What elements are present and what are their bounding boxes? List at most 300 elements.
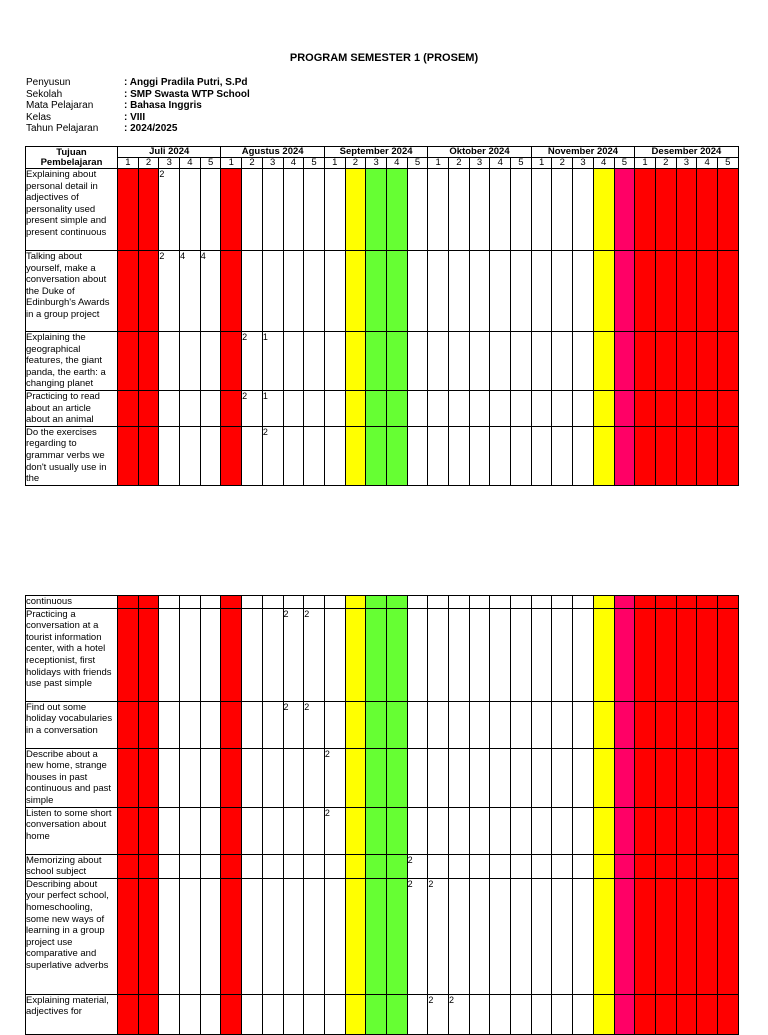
week-cell: [614, 169, 635, 251]
week-cell: [180, 596, 201, 609]
week-cell: [717, 854, 738, 878]
week-cell: [593, 251, 614, 332]
week-cell: [324, 596, 345, 609]
week-cell: [180, 807, 201, 854]
week-cell: [490, 251, 511, 332]
week-cell: [469, 994, 490, 1034]
week-cell: [469, 596, 490, 609]
week-cell: [614, 701, 635, 748]
week-cell: [614, 878, 635, 994]
table-row: [26, 878, 739, 994]
week-cell: [717, 426, 738, 485]
week-cell: [428, 701, 449, 748]
week-cell: [138, 426, 159, 485]
info-row-kelas: [26, 112, 250, 124]
week-cell: [717, 994, 738, 1034]
week-cell: [676, 748, 697, 807]
week-cell: [573, 251, 594, 332]
week-cell: [138, 608, 159, 701]
week-cell: [717, 608, 738, 701]
week-cell: [283, 807, 304, 854]
week-cell: [200, 608, 221, 701]
week-cell: [138, 251, 159, 332]
week-cell: [676, 596, 697, 609]
week-cell: [469, 701, 490, 748]
hours-value-cell: 4: [180, 251, 201, 332]
week-cell: [635, 854, 656, 878]
week-cell: [242, 854, 263, 878]
week-cell: [717, 878, 738, 994]
week-cell: [697, 390, 718, 426]
week-cell: [324, 878, 345, 994]
week-cell: [573, 332, 594, 391]
week-cell: [118, 994, 139, 1034]
week-cell: [283, 994, 304, 1034]
week-cell: [531, 807, 552, 854]
week-cell: [242, 426, 263, 485]
week-cell: [531, 854, 552, 878]
week-cell: [593, 748, 614, 807]
week-cell: [283, 251, 304, 332]
week-cell: [242, 596, 263, 609]
week-cell: [593, 596, 614, 609]
week-cell: [242, 994, 263, 1034]
week-cell: [655, 426, 676, 485]
header-week-number: 3: [676, 158, 697, 169]
hours-value-cell: 2: [159, 251, 180, 332]
week-cell: [676, 878, 697, 994]
hours-value-cell: 2: [407, 878, 428, 994]
week-cell: [324, 390, 345, 426]
week-cell: [159, 426, 180, 485]
week-cell: [200, 854, 221, 878]
week-cell: [676, 807, 697, 854]
week-cell: [386, 251, 407, 332]
week-cell: [511, 596, 532, 609]
hours-value-cell: 2: [242, 332, 263, 391]
week-cell: [655, 169, 676, 251]
week-cell: [304, 332, 325, 391]
week-cell: [159, 596, 180, 609]
table-row: [26, 596, 739, 609]
week-cell: [324, 251, 345, 332]
week-cell: [200, 701, 221, 748]
week-cell: [200, 748, 221, 807]
week-cell: [511, 390, 532, 426]
header-month: November 2024: [531, 147, 634, 158]
week-cell: [490, 169, 511, 251]
week-cell: [614, 807, 635, 854]
week-cell: [655, 596, 676, 609]
week-cell: [469, 169, 490, 251]
week-cell: [676, 854, 697, 878]
header-week-number: 5: [407, 158, 428, 169]
week-cell: [531, 390, 552, 426]
header-week-number: 3: [366, 158, 387, 169]
week-cell: [345, 390, 366, 426]
week-cell: [118, 251, 139, 332]
week-cell: [490, 426, 511, 485]
week-cell: [531, 994, 552, 1034]
header-week-number: 5: [304, 158, 325, 169]
week-cell: [324, 332, 345, 391]
week-cell: [552, 854, 573, 878]
week-cell: [573, 596, 594, 609]
week-cell: [159, 994, 180, 1034]
week-cell: [490, 596, 511, 609]
week-cell: [676, 608, 697, 701]
week-cell: [180, 854, 201, 878]
week-cell: [262, 807, 283, 854]
info-row-penyusun: [26, 77, 250, 89]
week-cell: [283, 332, 304, 391]
header-week-number: 4: [180, 158, 201, 169]
week-cell: [552, 878, 573, 994]
hours-value-cell: 2: [324, 748, 345, 807]
week-cell: [531, 878, 552, 994]
week-cell: [531, 608, 552, 701]
week-cell: [386, 854, 407, 878]
week-cell: [717, 251, 738, 332]
header-week-number: 4: [697, 158, 718, 169]
week-cell: [366, 426, 387, 485]
week-cell: [614, 994, 635, 1034]
learning-objective-cell: Practicing to read about an article about an animal: [26, 390, 118, 426]
week-cell: [221, 251, 242, 332]
week-cell: [138, 807, 159, 854]
week-cell: [366, 994, 387, 1034]
hours-value-cell: 2: [428, 994, 449, 1034]
week-cell: [345, 332, 366, 391]
week-cell: [386, 426, 407, 485]
week-cell: [407, 608, 428, 701]
week-cell: [262, 878, 283, 994]
hours-value-cell: 1: [262, 332, 283, 391]
week-cell: [428, 332, 449, 391]
week-cell: [386, 596, 407, 609]
week-cell: [345, 748, 366, 807]
week-cell: [366, 854, 387, 878]
week-cell: [469, 332, 490, 391]
week-cell: [655, 701, 676, 748]
week-cell: [635, 390, 656, 426]
week-cell: [304, 854, 325, 878]
week-cell: [593, 701, 614, 748]
week-cell: [159, 878, 180, 994]
week-cell: [138, 701, 159, 748]
week-cell: [262, 748, 283, 807]
week-cell: [283, 169, 304, 251]
week-cell: [428, 608, 449, 701]
week-cell: [490, 854, 511, 878]
learning-objective-cell: Explaining the geographical features, the giant panda, the earth: a changing planet: [26, 332, 118, 391]
week-cell: [676, 332, 697, 391]
info-value: : SMP Swasta WTP School: [124, 88, 250, 100]
document-info: [26, 77, 250, 135]
week-cell: [262, 608, 283, 701]
week-cell: [449, 390, 470, 426]
week-cell: [180, 426, 201, 485]
week-cell: [159, 854, 180, 878]
week-cell: [407, 332, 428, 391]
table-row: [26, 608, 739, 701]
header-month: September 2024: [324, 147, 427, 158]
learning-objective-cell: Describe about a new home, strange houses in past continuous and past simple: [26, 748, 118, 807]
week-cell: [407, 596, 428, 609]
week-cell: [283, 854, 304, 878]
week-cell: [262, 596, 283, 609]
week-cell: [697, 608, 718, 701]
week-cell: [717, 701, 738, 748]
hours-value-cell: 2: [242, 390, 263, 426]
hours-value-cell: 2: [304, 608, 325, 701]
table-row: [26, 807, 739, 854]
week-cell: [221, 701, 242, 748]
week-cell: [697, 748, 718, 807]
header-week-number: 5: [511, 158, 532, 169]
week-cell: [449, 748, 470, 807]
table-row: [26, 994, 739, 1034]
week-cell: [200, 169, 221, 251]
week-cell: [635, 994, 656, 1034]
week-cell: [428, 169, 449, 251]
week-cell: [242, 748, 263, 807]
week-cell: [428, 807, 449, 854]
week-cell: [676, 701, 697, 748]
week-cell: [242, 807, 263, 854]
week-cell: [593, 854, 614, 878]
week-cell: [366, 748, 387, 807]
week-cell: [717, 748, 738, 807]
week-cell: [242, 878, 263, 994]
week-cell: [159, 608, 180, 701]
week-cell: [366, 807, 387, 854]
week-cell: [221, 332, 242, 391]
header-week-number: 2: [242, 158, 263, 169]
header-month: Desember 2024: [635, 147, 738, 158]
week-cell: [324, 854, 345, 878]
week-cell: [635, 878, 656, 994]
week-cell: [490, 807, 511, 854]
week-cell: [262, 251, 283, 332]
week-cell: [697, 701, 718, 748]
week-cell: [118, 332, 139, 391]
week-cell: [449, 332, 470, 391]
table-row: [26, 390, 739, 426]
week-cell: [200, 807, 221, 854]
week-cell: [324, 994, 345, 1034]
week-cell: [552, 251, 573, 332]
week-cell: [531, 332, 552, 391]
table-row: [26, 169, 739, 251]
week-cell: [717, 332, 738, 391]
week-cell: [552, 332, 573, 391]
week-cell: [200, 994, 221, 1034]
week-cell: [655, 807, 676, 854]
week-cell: [697, 251, 718, 332]
week-cell: [449, 807, 470, 854]
week-cell: [221, 608, 242, 701]
week-cell: [469, 608, 490, 701]
week-cell: [449, 854, 470, 878]
week-cell: [717, 807, 738, 854]
week-cell: [511, 251, 532, 332]
week-cell: [490, 390, 511, 426]
week-cell: [614, 608, 635, 701]
week-cell: [676, 426, 697, 485]
week-cell: [573, 390, 594, 426]
week-cell: [118, 878, 139, 994]
week-cell: [531, 596, 552, 609]
week-cell: [221, 807, 242, 854]
week-cell: [386, 878, 407, 994]
week-cell: [118, 608, 139, 701]
week-cell: [511, 701, 532, 748]
header-week-number: 2: [449, 158, 470, 169]
week-cell: [118, 169, 139, 251]
week-cell: [573, 994, 594, 1034]
week-cell: [366, 251, 387, 332]
week-cell: [304, 251, 325, 332]
week-cell: [283, 390, 304, 426]
week-cell: [717, 390, 738, 426]
week-cell: [159, 701, 180, 748]
header-week-number: 4: [283, 158, 304, 169]
week-cell: [469, 748, 490, 807]
header-month: Juli 2024: [118, 147, 221, 158]
week-cell: [552, 807, 573, 854]
week-cell: [511, 608, 532, 701]
week-cell: [304, 748, 325, 807]
week-cell: [138, 994, 159, 1034]
week-cell: [593, 390, 614, 426]
week-cell: [614, 596, 635, 609]
week-cell: [283, 748, 304, 807]
week-cell: [407, 701, 428, 748]
week-cell: [345, 878, 366, 994]
info-row-tahun-pelajaran: [26, 123, 250, 135]
week-cell: [511, 994, 532, 1034]
hours-value-cell: 2: [324, 807, 345, 854]
week-cell: [180, 608, 201, 701]
learning-objective-cell: Talking about yourself, make a conversation about the Duke of Edinburgh's Awards in a group project: [26, 251, 118, 332]
week-cell: [386, 748, 407, 807]
week-cell: [635, 608, 656, 701]
week-cell: [635, 169, 656, 251]
info-value: : VIII: [124, 111, 146, 123]
week-cell: [304, 878, 325, 994]
week-cell: [655, 994, 676, 1034]
week-cell: [676, 251, 697, 332]
learning-objective-cell: Find out some holiday vocabularies in a conversation: [26, 701, 118, 748]
week-cell: [655, 251, 676, 332]
week-cell: [407, 251, 428, 332]
week-cell: [697, 169, 718, 251]
week-cell: [283, 596, 304, 609]
week-cell: [697, 332, 718, 391]
week-cell: [407, 994, 428, 1034]
header-week-number: 5: [200, 158, 221, 169]
week-cell: [511, 878, 532, 994]
week-cell: [531, 748, 552, 807]
header-week-number: 1: [635, 158, 656, 169]
header-week-number: 2: [345, 158, 366, 169]
week-cell: [573, 878, 594, 994]
week-cell: [221, 426, 242, 485]
table-row: [26, 251, 739, 332]
week-cell: [697, 426, 718, 485]
week-cell: [386, 390, 407, 426]
week-cell: [697, 878, 718, 994]
week-cell: [242, 608, 263, 701]
week-cell: [697, 807, 718, 854]
header-week-number: 1: [428, 158, 449, 169]
week-cell: [283, 878, 304, 994]
header-week-number: 4: [490, 158, 511, 169]
week-cell: [635, 251, 656, 332]
week-cell: [614, 748, 635, 807]
week-cell: [366, 390, 387, 426]
week-cell: [138, 332, 159, 391]
week-cell: [717, 596, 738, 609]
week-cell: [449, 701, 470, 748]
week-cell: [697, 596, 718, 609]
learning-objective-cell: Explaining material, adjectives for: [26, 994, 118, 1034]
week-cell: [676, 390, 697, 426]
week-cell: [262, 701, 283, 748]
week-cell: [180, 390, 201, 426]
week-cell: [490, 608, 511, 701]
week-cell: [593, 994, 614, 1034]
week-cell: [511, 332, 532, 391]
week-cell: [407, 426, 428, 485]
week-cell: [428, 748, 449, 807]
week-cell: [697, 994, 718, 1034]
header-week-number: 2: [138, 158, 159, 169]
learning-objective-cell: Listen to some short conversation about home: [26, 807, 118, 854]
learning-objective-cell: Describing about your perfect school, homeschooling, some new ways of learning in a group project use comparative and superlative adverbs: [26, 878, 118, 994]
week-cell: [552, 596, 573, 609]
week-cell: [366, 878, 387, 994]
week-cell: [511, 426, 532, 485]
week-cell: [324, 701, 345, 748]
week-cell: [221, 878, 242, 994]
week-cell: [366, 608, 387, 701]
week-cell: [573, 426, 594, 485]
week-cell: [593, 169, 614, 251]
hours-value-cell: 1: [262, 390, 283, 426]
week-cell: [407, 169, 428, 251]
header-week-number: 3: [159, 158, 180, 169]
learning-objective-cell: Practicing a conversation at a tourist information center, with a hotel receptionist, first holidays with friends use past simple: [26, 608, 118, 701]
week-cell: [138, 878, 159, 994]
week-cell: [118, 854, 139, 878]
week-cell: [345, 807, 366, 854]
header-week-number: 1: [324, 158, 345, 169]
learning-objective-cell: Memorizing about school subject: [26, 854, 118, 878]
week-cell: [221, 169, 242, 251]
week-cell: [428, 390, 449, 426]
week-cell: [655, 748, 676, 807]
week-cell: [593, 807, 614, 854]
hours-value-cell: 2: [304, 701, 325, 748]
week-cell: [366, 701, 387, 748]
week-cell: [573, 169, 594, 251]
header-week-number: 2: [655, 158, 676, 169]
week-cell: [345, 169, 366, 251]
week-cell: [573, 608, 594, 701]
week-cell: [635, 332, 656, 391]
